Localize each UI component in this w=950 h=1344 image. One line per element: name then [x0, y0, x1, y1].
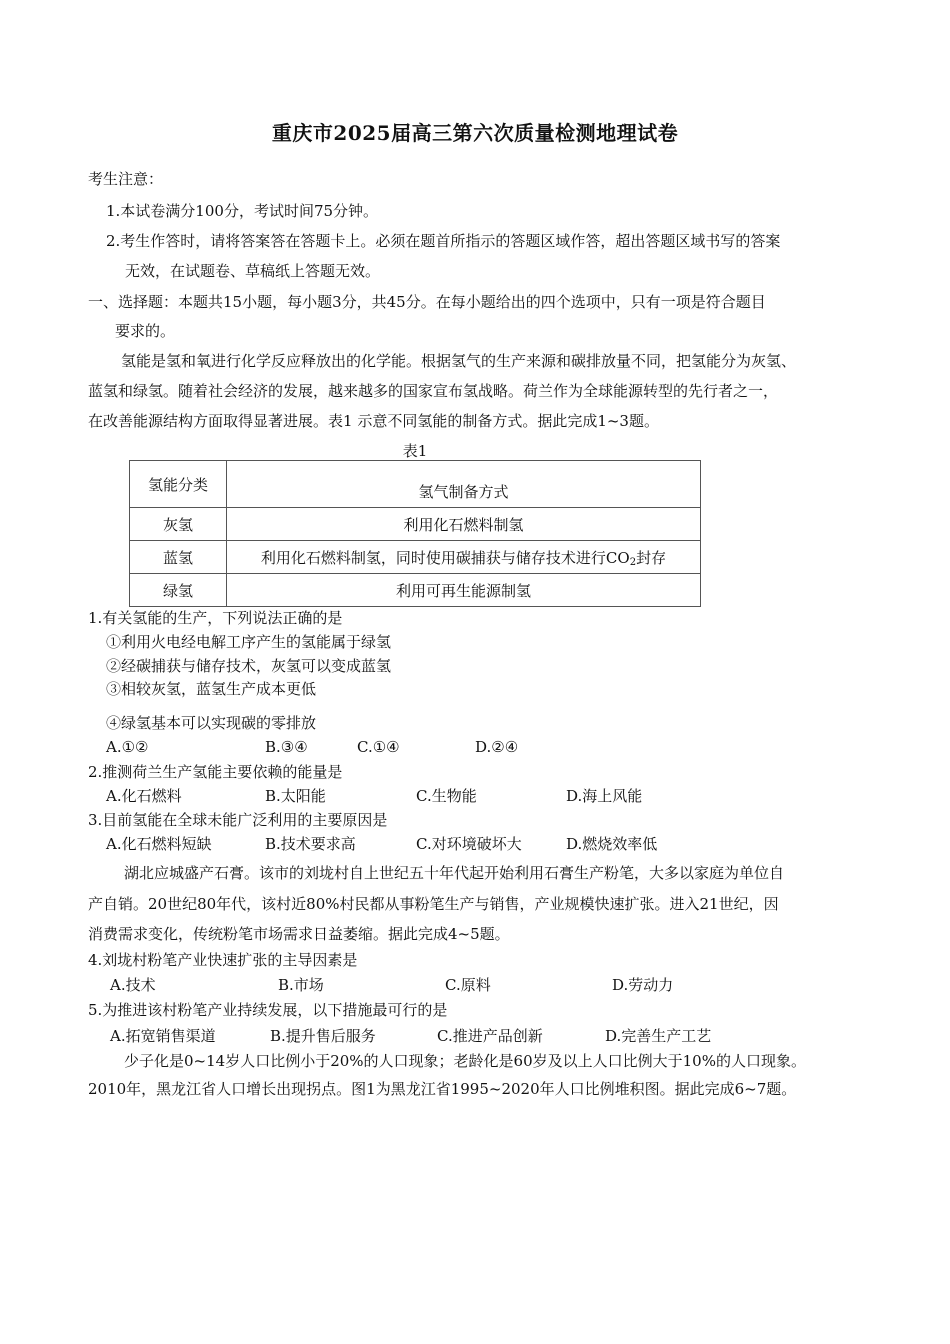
q3-option-b[interactable]: B.技术要求高	[265, 835, 356, 853]
passage2-line2: 产自销。20世纪80年代，该村近80%村民都从事粉笔生产与销售，产业规模快速扩张。进入21世纪，因	[88, 895, 779, 913]
q1-option-c[interactable]: C.①④	[357, 738, 400, 756]
q2-option-d[interactable]: D.海上风能	[566, 787, 643, 805]
q5-option-a[interactable]: A.拓宽销售渠道	[110, 1027, 216, 1045]
passage1-line2: 蓝氢和绿氢。随着社会经济的发展，越来越多的国家宣布氢战略。荷兰作为全球能源转型的先行者之一，	[88, 382, 779, 400]
table-cell: 绿氢	[130, 574, 227, 607]
q2-stem: 2.推测荷兰生产氢能主要依赖的能量是	[88, 763, 343, 781]
q2-option-a[interactable]: A.化石燃料	[106, 787, 182, 805]
q4-option-a[interactable]: A.技术	[110, 976, 156, 994]
q1-statement-1: ①利用火电经电解工序产生的氢能属于绿氢	[106, 633, 392, 651]
table-cell: 利用化石燃料制氢	[227, 508, 701, 541]
q1-option-a[interactable]: A.①②	[106, 738, 149, 756]
q4-option-c[interactable]: C.原料	[445, 976, 491, 994]
table-row	[130, 574, 701, 607]
table-row	[130, 541, 701, 574]
notice-heading: 考生注意：	[88, 170, 164, 188]
q3-option-d[interactable]: D.燃烧效率低	[566, 835, 658, 853]
q4-option-b[interactable]: B.市场	[278, 976, 324, 994]
q3-option-a[interactable]: A.化石燃料短缺	[106, 835, 212, 853]
table-cell: 利用可再生能源制氢	[227, 574, 701, 607]
q5-option-d[interactable]: D.完善生产工艺	[605, 1027, 712, 1045]
q1-statement-4: ④绿氢基本可以实现碳的零排放	[106, 714, 317, 732]
q1-statement-2: ②经碳捕获与储存技术，灰氢可以变成蓝氢	[106, 657, 392, 675]
table-caption: 表1	[402, 442, 428, 460]
section-heading-line1: 一、选择题：本题共15小题，每小题3分，共45分。在每小题给出的四个选项中，只有一项是符合题目	[88, 293, 766, 311]
table-cell	[227, 541, 701, 574]
table-row	[130, 508, 701, 541]
table-cell: 蓝氢	[130, 541, 227, 574]
q5-option-b[interactable]: B.提升售后服务	[270, 1027, 376, 1045]
q1-statement-3: ③相较灰氢，蓝氢生产成本更低	[106, 680, 317, 698]
table-header-cell: 氢能分类	[130, 461, 227, 508]
q3-option-c[interactable]: C.对环境破坏大	[416, 835, 522, 853]
notice-item-2-line2: 无效，在试题卷、草稿纸上答题无效。	[125, 262, 381, 280]
passage1-line1: 氢能是氢和氧进行化学反应释放出的化学能。根据氢气的生产来源和碳排放量不同，把氢能分为灰氢、	[121, 352, 797, 370]
q3-stem: 3.目前氢能在全球未能广泛利用的主要原因是	[88, 811, 388, 829]
q1-option-d[interactable]: D.②④	[475, 738, 519, 756]
q2-option-c[interactable]: C.生物能	[416, 787, 477, 805]
q5-stem: 5.为推进该村粉笔产业持续发展，以下措施最可行的是	[88, 1001, 448, 1019]
hydrogen-table	[129, 460, 701, 607]
notice-item-1: 1.本试卷满分100分，考试时间75分钟。	[106, 202, 379, 220]
table-header-cell: 氢气制备方式	[227, 461, 701, 508]
q1-stem: 1.有关氢能的生产，下列说法正确的是	[88, 609, 343, 627]
passage2-line1: 湖北应城盛产石膏。该市的刘垅村自上世纪五十年代起开始利用石膏生产粉笔，大多以家庭为单位自	[124, 864, 785, 882]
table-cell-text-tail: 封存	[636, 548, 667, 567]
q5-option-c[interactable]: C.推进产品创新	[437, 1027, 543, 1045]
table-cell-text: 利用化石燃料制氢，同时使用碳捕获与储存技术进行CO	[260, 548, 630, 567]
passage1-line3: 在改善能源结构方面取得显著进展。表1 示意不同氢能的制备方式。据此完成1~3题。	[88, 412, 659, 430]
passage2-line3: 消费需求变化，传统粉笔市场需求日益萎缩。据此完成4~5题。	[88, 925, 510, 943]
table-cell: 灰氢	[130, 508, 227, 541]
exam-title: 重庆市2025届高三第六次质量检测地理试卷	[271, 121, 679, 145]
notice-item-2-line1: 2.考生作答时，请将答案答在答题卡上。必须在题首所指示的答题区域作答，超出答题区域书写的答案	[106, 232, 781, 250]
passage3-line2: 2010年，黑龙江省人口增长出现拐点。图1为黑龙江省1995~2020年人口比例堆积图。据此完成6~7题。	[88, 1080, 797, 1098]
q2-option-b[interactable]: B.太阳能	[265, 787, 326, 805]
section-heading-line2: 要求的。	[115, 322, 176, 340]
q4-option-d[interactable]: D.劳动力	[612, 976, 674, 994]
q1-option-b[interactable]: B.③④	[265, 738, 308, 756]
q4-stem: 4.刘垅村粉笔产业快速扩张的主导因素是	[88, 951, 358, 969]
table-header-row	[130, 461, 701, 508]
co2-subscript: 2	[629, 556, 637, 568]
passage3-line1: 少子化是0~14岁人口比例小于20%的人口现象；老龄化是60岁及以上人口比例大于10%的人口现象。	[124, 1052, 806, 1070]
